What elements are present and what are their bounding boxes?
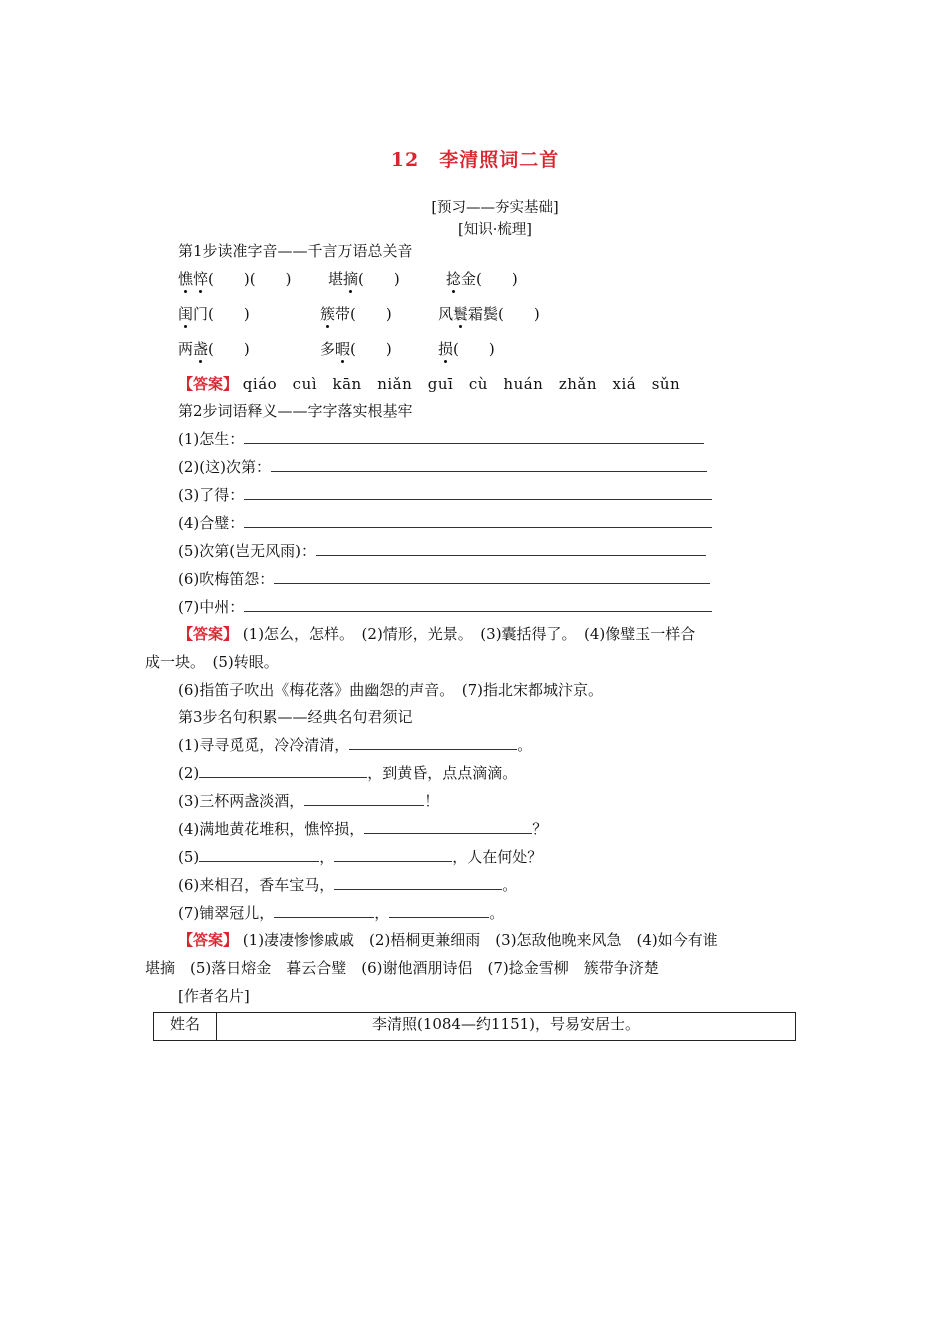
definition-item-7: (7)中州： xyxy=(178,596,712,617)
answer-blank[interactable] xyxy=(274,570,710,584)
pronunciation-item: 闺门( ) xyxy=(178,305,250,323)
answer-text: (6)指笛子吹出《梅花落》曲幽怨的声音。 (7)指北宋都城汴京。 xyxy=(178,681,603,699)
answer-blank[interactable] xyxy=(274,904,374,918)
answer-blank[interactable] xyxy=(271,458,707,472)
author-card-table xyxy=(153,1012,796,1041)
answer-text: 成一块。 (5)转眼。 xyxy=(145,653,279,671)
pronunciation-item: 憔悴( )( ) xyxy=(178,270,292,288)
definition-item-3: (3)了得： xyxy=(178,484,712,505)
answer-label: 【答案】 xyxy=(178,375,239,393)
definition-item-5: (5)次第(岂无风雨)： xyxy=(178,540,706,561)
answer-blank[interactable] xyxy=(244,514,712,528)
quote-item-3: (3)三杯两盏淡酒， ！ xyxy=(178,792,440,810)
quote-item-5: (5) ， ，人在何处？ xyxy=(178,848,543,866)
quote-item-7: (7)铺翠冠儿， ， 。 xyxy=(178,904,505,922)
answer-label: 【答案】 xyxy=(178,931,239,949)
table-value-cell: 李清照(1084—约1151)，号易安居士。 xyxy=(371,1015,641,1033)
author-card-heading: [作者名片] xyxy=(178,987,250,1005)
answer-blank[interactable] xyxy=(334,876,502,890)
answer-text: qiáo cuì kān niǎn guī cù huán zhǎn xiá sǔn xyxy=(242,375,681,393)
answer-blank[interactable] xyxy=(349,736,517,750)
step3-answer xyxy=(178,929,718,950)
quote-item-6: (6)来相召，香车宝马， 。 xyxy=(178,876,518,894)
quote-item-2: (2) ，到黄昏，点点滴滴。 xyxy=(178,764,518,782)
definition-item-2: (2)(这)次第： xyxy=(178,456,707,477)
pronunciation-item: 堪摘( ) xyxy=(328,270,400,288)
definition-item-4: (4)合璧： xyxy=(178,512,712,533)
section-heading: [预习——夯实基础] xyxy=(431,200,559,216)
answer-text: (1)怎么，怎样。 (2)情形，光景。 (3)囊括得了。 (4)像璧玉一样合 xyxy=(242,625,696,643)
step3-heading: 第3步名句积累——经典名句君须记 xyxy=(178,708,413,726)
pronunciation-item: 损( ) xyxy=(438,340,495,358)
definition-item-6: (6)吹梅笛怨： xyxy=(178,568,710,589)
step2-answer xyxy=(178,623,695,644)
answer-blank[interactable] xyxy=(304,792,424,806)
answer-blank[interactable] xyxy=(244,430,704,444)
answer-blank[interactable] xyxy=(244,486,712,500)
pronunciation-item: 两盏( ) xyxy=(178,340,250,358)
table-label-cell: 姓名 xyxy=(154,1013,217,1040)
step2-heading: 第2步词语释义——字字落实根基牢 xyxy=(178,402,413,420)
pronunciation-item: 多暇( ) xyxy=(320,340,392,358)
answer-blank[interactable] xyxy=(334,848,452,862)
pronunciation-item: 簇带( ) xyxy=(320,305,392,323)
quote-item-4: (4)满地黄花堆积，憔悴损， ？ xyxy=(178,820,548,838)
answer-text: (1)凄凄惨惨戚戚 (2)梧桐更兼细雨 (3)怎敌他晚来风急 (4)如今有谁 xyxy=(242,931,718,949)
subsection-heading: [知识·梳理] xyxy=(458,222,532,238)
answer-text: 堪摘 (5)落日熔金 暮云合璧 (6)谢他酒朋诗侣 (7)捻金雪柳 簇带争济楚 xyxy=(145,959,659,977)
pronunciation-item: 风鬟霜鬓( ) xyxy=(438,305,540,323)
page-title: 12 李清照词二首 xyxy=(390,149,560,171)
step1-answer xyxy=(178,373,680,394)
answer-label: 【答案】 xyxy=(178,625,239,643)
answer-blank[interactable] xyxy=(244,598,712,612)
answer-blank[interactable] xyxy=(364,820,532,834)
pronunciation-item: 捻金( ) xyxy=(446,270,518,288)
step1-heading: 第1步读准字音——千言万语总关音 xyxy=(178,242,413,260)
answer-blank[interactable] xyxy=(316,542,706,556)
answer-blank[interactable] xyxy=(199,764,367,778)
definition-item-1: (1)怎生： xyxy=(178,428,704,449)
pronunciation-row-1 xyxy=(178,268,291,289)
answer-blank[interactable] xyxy=(389,904,489,918)
quote-item-1: (1)寻寻觅觅，冷冷清清， 。 xyxy=(178,736,533,754)
answer-blank[interactable] xyxy=(199,848,319,862)
